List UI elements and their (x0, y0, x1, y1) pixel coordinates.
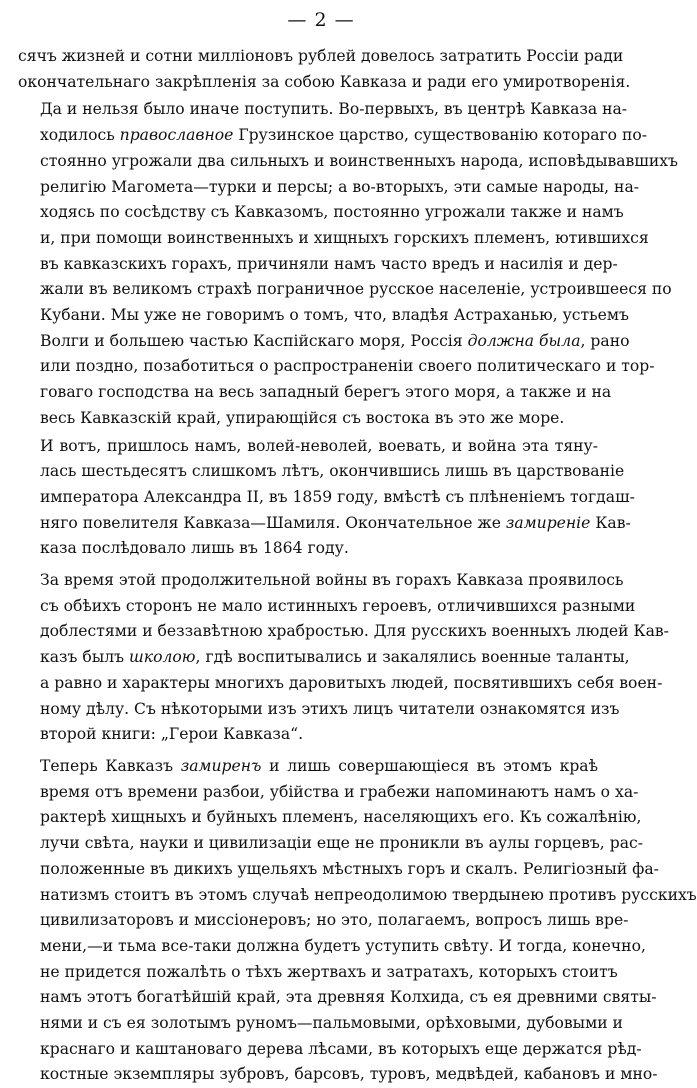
page-number: — 2 — (287, 9, 355, 31)
italic-emphasis: школою (129, 648, 196, 667)
text-line: няго повелителя Кавказа—Шамиля. Окончательное же замиренiе Кав- (40, 513, 631, 532)
paragraph (18, 568, 669, 748)
text-line: ному дѣлу. Съ нѣкоторыми изъ этихъ лицъ читатели ознакомятся изъ (40, 699, 620, 718)
text-line: лучи свѣта, науки и цивилизацiи еще не проникли въ аулы горцевъ, рас- (40, 834, 644, 853)
text-line: краснаго и каштановаго дерева лѣсами, въ которыхъ еще держатся рѣд- (40, 1039, 642, 1058)
text-line: доблестями и беззавѣтною храбростью. Для русскихъ военныхъ людей Кав- (40, 622, 669, 641)
text-line: нями и съ ея золотымъ руномъ—пальмовыми, орѣховыми, дубовыми и (40, 1014, 623, 1033)
text-line: Волги и большею частью Каспiйскаго моря, Россiя должна была, рано (40, 331, 630, 350)
text-line: говаго господства на весь западный берегъ этого моря, а также и на (40, 383, 612, 402)
text-line: императора Александра II, въ 1859 году, вмѣстѣ съ плѣненiемъ тогдаш- (40, 487, 635, 506)
text-line: Да и нельзя было иначе поступить. Во-первыхъ, въ центрѣ Кавказа на- (40, 100, 628, 119)
text-line: окончательнаго закрѣпленiя за собою Кавказа и ради его умиротворенiя. (18, 72, 631, 91)
text-line: положенные въ дикихъ ущельяхъ мѣстныхъ горъ и скалъ. Религiозный фа- (40, 859, 659, 878)
text-line: мени,—и тьма все-таки должна будетъ уступить свѣту. И тогда, конечно, (40, 936, 646, 955)
text-line: рактерѣ хищныхъ и буйныхъ племенъ, населяющихъ его. Къ сожалѣнiю, (40, 808, 642, 827)
text-line: весь Кавказскiй край, упирающiйся съ востока въ это же море. (40, 408, 565, 427)
text-line: цивилизаторовъ и миссiонеровъ; но это, полагаемъ, вопросъ лишь вре- (40, 911, 629, 930)
body-text (18, 44, 697, 1088)
text-line: лась шестьдесятъ слишкомъ лѣтъ, окончившись лишь въ царствованiе (40, 462, 625, 481)
text-line: время отъ времени разбои, убiйства и грабежи напоминаютъ намъ о ха- (40, 782, 639, 801)
text-line: За время этой продолжительной войны въ горахъ Кавказа проявилось (40, 571, 624, 590)
text-line: костные экземпляры зубровъ, барсовъ, туровъ, медвѣдей, кабановъ и мно- (40, 1065, 658, 1084)
book-page (18, 6, 697, 1084)
text-line: стоянно угрожали два сильныхъ и воинственныхъ народа, исповѣдывавшихъ (40, 151, 678, 170)
text-line: или поздно, позаботиться о распространенiи своего политическаго и тор- (40, 357, 655, 376)
text-line: и, при помощи воинственныхъ и хищныхъ горскихъ племенъ, ютившихся (40, 228, 649, 247)
text-line: жали въ великомъ страхѣ пограничное русское населенiе, устроившееся по (40, 280, 672, 299)
text-line: каза послѣдовало лишь въ 1864 году. (40, 539, 349, 558)
text-line: намъ этотъ богатѣйшiй край, эта древняя Колхида, съ ея древними святы- (40, 988, 657, 1007)
italic-emphasis: должна была (467, 331, 581, 350)
text-line: ходилось православное Грузинское царство, существованiю котораго по- (40, 126, 648, 145)
text-line: второй книги: „Герои Кавказа“. (40, 725, 304, 744)
text-line: а равно и характеры многихъ даровитыхъ людей, посвятившихъ себя воен- (40, 673, 663, 692)
italic-emphasis: замиренъ (180, 756, 262, 775)
text-line: въ кавказскихъ горахъ, причиняли намъ часто вредъ и насилiя и дер- (40, 254, 618, 273)
text-line: натизмъ стоитъ въ этомъ случаѣ непреодолимою твердынею противъ русскихъ (40, 885, 697, 904)
text-line: И вотъ, пришлось намъ, волей-неволей, воевать, и война эта тяну- (40, 436, 598, 455)
paragraph (18, 754, 697, 1088)
paragraph (18, 44, 631, 95)
text-line: казъ былъ школою, гдѣ воспитывались и закалялись военные таланты, (40, 648, 630, 667)
text-line: ходясь по сосѣдству съ Кавказомъ, постоянно угрожали также и намъ (40, 203, 624, 222)
text-line: Кубани. Мы уже не говоримъ о томъ, что, владѣя Астраханью, устьемъ (40, 306, 629, 325)
text-line: съ обѣихъ сторонъ не мало истинныхъ героевъ, отличившихся разными (40, 596, 636, 615)
text-line: сячъ жизней и сотни миллiоновъ рублей довелось затратить Россiи ради (18, 47, 624, 65)
paragraph (18, 434, 635, 563)
text-line: Теперь Кавказъ замиренъ и лишь совершающiеся въ этомъ краѣ (40, 756, 598, 775)
paragraph (18, 97, 678, 431)
text-line: не придется пожалѣть о тѣхъ жертвахъ и затратахъ, которыхъ стоитъ (40, 962, 618, 981)
italic-emphasis: замиренiе (505, 513, 591, 532)
text-line: религiю Магомета—турки и персы; а во-вторыхъ, эти самые народы, на- (40, 177, 640, 196)
italic-emphasis: православное (119, 126, 234, 145)
